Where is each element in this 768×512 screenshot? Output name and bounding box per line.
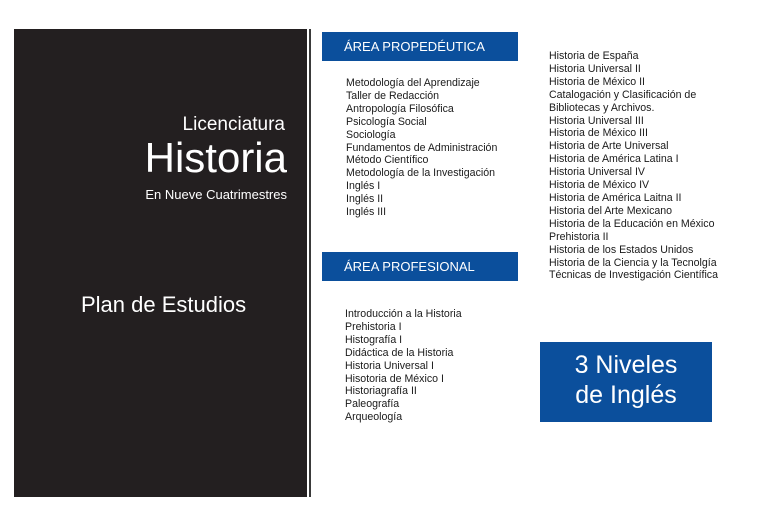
- course-item: Historia de Arte Universal: [549, 140, 669, 153]
- course-item: Didáctica de la Historia: [345, 346, 454, 359]
- course-item: Historia de México IV: [549, 179, 650, 192]
- course-item: Histografía I: [345, 333, 403, 346]
- course-item: Psicología Social: [346, 115, 427, 128]
- english-levels-badge: [540, 342, 712, 422]
- badge-line-1: 3 Niveles: [574, 351, 678, 379]
- title-panel: [14, 29, 307, 497]
- course-item: Historia de América Laitna II: [549, 191, 682, 204]
- course-item: Historia Universal I: [345, 359, 434, 372]
- course-item: Historia de América Latina I: [549, 153, 679, 166]
- course-item: Historia de los Estados Unidos: [549, 243, 694, 256]
- course-item: Historia Universal II: [549, 62, 641, 75]
- course-item: Metodología de la Investigación: [346, 167, 496, 180]
- vertical-divider: [309, 29, 311, 497]
- course-item: Prehistoria II: [549, 230, 609, 243]
- plan-heading: Plan de Estudios: [81, 292, 247, 317]
- area-profesional-header: ÁREA PROFESIONAL: [322, 252, 518, 281]
- course-item: Método Científico: [346, 154, 429, 167]
- course-item: Catalogación y Clasificación de: [549, 88, 697, 101]
- course-item: Inglés III: [346, 206, 387, 219]
- course-item: Historia de México III: [549, 127, 648, 140]
- course-item: Técnicas de Investigación Científica: [549, 269, 718, 282]
- course-item: Fundamentos de Administración: [346, 141, 498, 154]
- course-item: Taller de Redacción: [346, 89, 440, 102]
- course-item: Antropología Filosófica: [346, 102, 454, 115]
- course-item: Historia del Arte Mexicano: [549, 204, 673, 217]
- course-item: Historia Universal III: [549, 114, 644, 127]
- course-item: Metodología del Aprendizaje: [346, 77, 480, 89]
- course-item: Introducción a la Historia: [345, 308, 462, 320]
- course-item: Historia de la Ciencia y la Tecnolgía: [549, 256, 717, 269]
- duration-label: En Nueve Cuatrimestres: [145, 187, 287, 202]
- course-item: Prehistoria I: [345, 320, 402, 333]
- course-item: Arqueología: [345, 411, 403, 424]
- course-item: Inglés II: [346, 193, 384, 206]
- program-title: Historia: [144, 134, 287, 181]
- degree-label: Licenciatura: [182, 114, 285, 135]
- profesional-course-list: [345, 308, 462, 424]
- propedeutica-course-list: [346, 77, 497, 219]
- course-item: Bibliotecas y Archivos.: [549, 101, 655, 114]
- area-propedeutica-header: ÁREA PROPEDÉUTICA: [322, 32, 518, 61]
- course-item: Inglés I: [346, 180, 381, 193]
- course-item: Hisotoria de México I: [345, 372, 444, 385]
- course-item: Historia de la Educación en México: [549, 217, 715, 230]
- course-item: Historia de España: [549, 50, 639, 62]
- course-item: Historiagrafía II: [345, 385, 417, 398]
- badge-line-2: de Inglés: [575, 381, 677, 409]
- course-item: Paleografía: [345, 398, 400, 411]
- advanced-course-list: [549, 50, 718, 282]
- course-item: Historia de México II: [549, 75, 645, 88]
- course-item: Sociología: [346, 128, 396, 141]
- course-item: Historia Universal IV: [549, 166, 645, 179]
